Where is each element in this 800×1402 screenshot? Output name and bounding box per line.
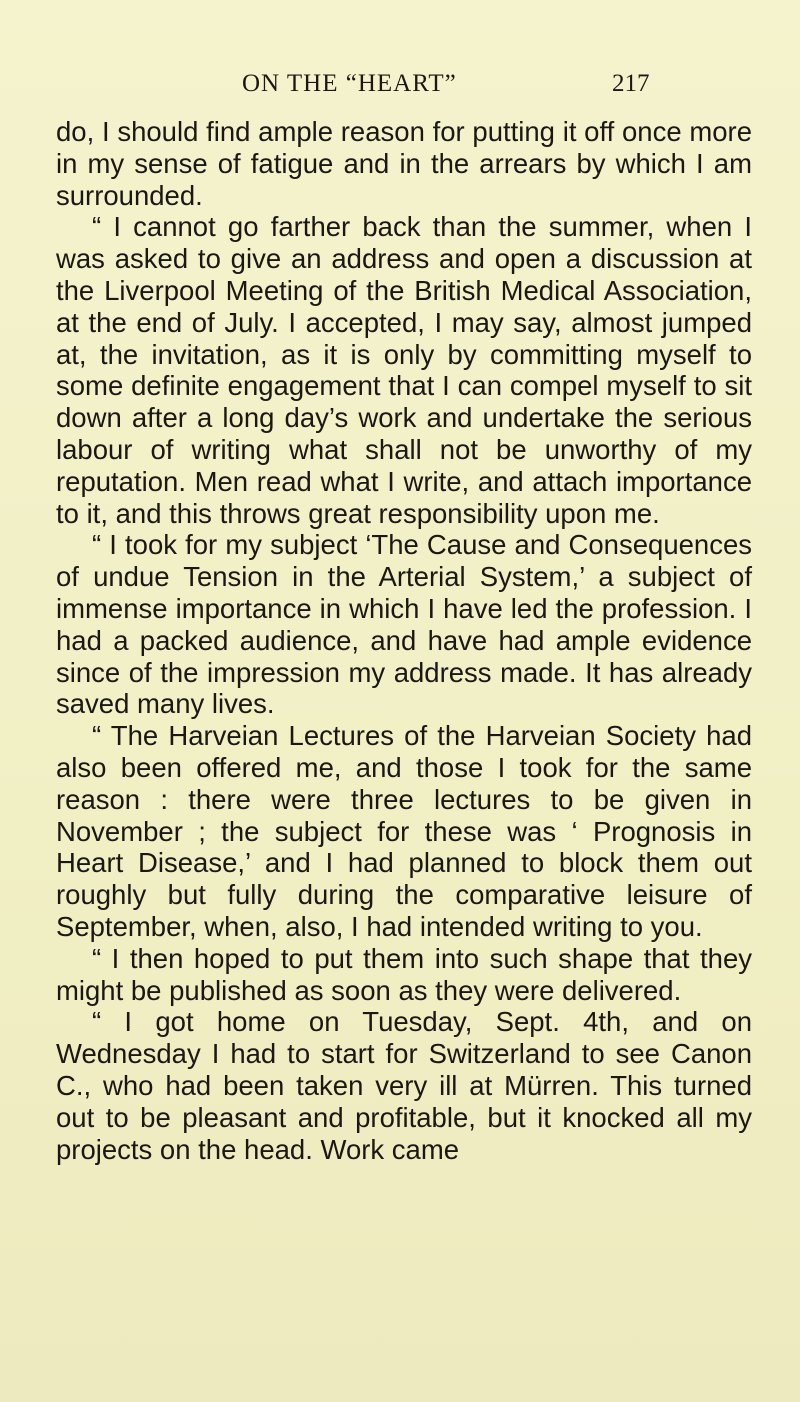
page-header [0, 70, 800, 110]
running-title: ON THE “HEART” [242, 70, 457, 97]
paragraph: “ I got home on Tuesday, Sept. 4th, and on Wednesday I had to start for Switzerland to see Canon C., who had been taken very ill at Mürren. This turned out to be pleasant and profitable, but it knocked all my projects on the head. Work came [56, 1006, 752, 1165]
paragraph: “ I cannot go farther back than the summer, when I was asked to give an address and open a discussion at the Liverpool Meeting of the British Medical Association, at the end of July. I accepted, I may say, almost jumped at, the invitation, as it is only by committing myself to some definite engagement that I can compel myself to sit down after a long day’s work and undertake the serious labour of writing what shall not be unworthy of my reputation. Men read what I write, and attach importance to it, and this throws great responsibility upon me. [56, 211, 752, 529]
body-text [56, 116, 752, 1165]
paragraph: “ I then hoped to put them into such shape that they might be published as soon as they were delivered. [56, 942, 752, 1006]
page-number: 217 [612, 70, 650, 97]
paragraph: “ I took for my subject ‘The Cause and Consequences of undue Tension in the Arterial System,’ a subject of immense importance in which I have led the profession. I had a packed audience, and have had ample evidence since of the impression my address made. It has already saved many lives. [56, 529, 752, 720]
paragraph: do, I should find ample reason for putting it off once more in my sense of fatigue and in the arrears by which I am surrounded. [56, 116, 752, 211]
paragraph: “ The Harveian Lectures of the Harveian Society had also been offered me, and those I took for the same reason : there were three lectures to be given in November ; the subject for these was ‘ Prognosis in Heart Disease,’ and I had planned to block them out roughly but fully during the comparative leisure of September, when, also, I had intended writing to you. [56, 720, 752, 942]
